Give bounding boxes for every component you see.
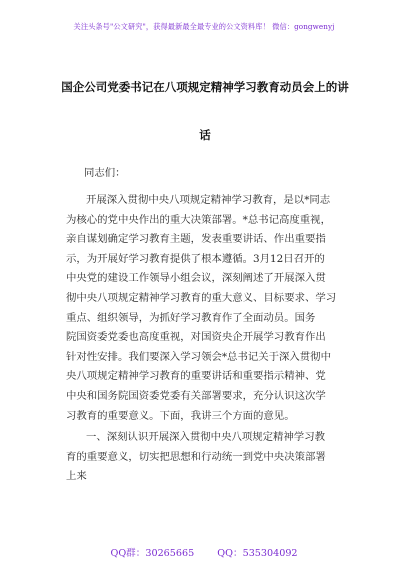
paragraph-line: 开展深入贯彻中央八项规定精神学习教育，是以*同志 <box>86 194 331 206</box>
footer-qq-group: QQ群：30265665 <box>110 548 195 559</box>
body-paragraph-2 <box>66 428 348 487</box>
header-banner: 关注头条号"公文研究"，获得最新最全最专业的公文资料库！ 微信：gongwenyj <box>73 22 335 31</box>
paragraph-line: 示，为开展好学习教育提供了根本遵循。3月12日召开的 <box>66 252 325 265</box>
footer-qq-number: QQ：535304092 <box>217 548 298 559</box>
paragraph-line: 针对性安排。我们要深入学习领会*总书记关于深入贯彻中 <box>66 350 331 363</box>
salutation: 同志们： <box>84 167 126 179</box>
paragraph-line: 习教育的重要意义。下面，我讲三个方面的意见。 <box>66 409 295 422</box>
document-title-line-1: 国企公司党委书记在八项规定精神学习教育动员会上的讲 <box>61 80 349 94</box>
paragraph-line: 上来 <box>66 470 87 483</box>
paragraph-line: 中央党的建设工作领导小组会议，深刻阐述了开展深入贯 <box>66 272 326 285</box>
paragraph-line: 央八项规定精神学习教育的重要讲话和重要指示精神、党 <box>66 370 326 383</box>
paragraph-line: 育的重要意义，切实把思想和行动统一到党中央决策部署 <box>66 450 326 463</box>
footer-contact <box>0 545 408 559</box>
paragraph-line: 中央和国务院国资委党委有关部署要求，充分认识这次学 <box>66 389 326 402</box>
paragraph-line: 院国资委党委也高度重视，对国资央企开展学习教育作出 <box>66 331 326 344</box>
paragraph-line: 一、深刻认识开展深入贯彻中央八项规定精神学习教 <box>86 431 325 443</box>
document-title-line-2: 话 <box>199 128 211 142</box>
paragraph-line: 重点、组织领导，为抓好学习教育作了全面动员。国务 <box>66 311 316 324</box>
paragraph-line: 亲自谋划确定学习教育主题，发表重要讲话、作出重要指 <box>66 233 326 246</box>
paragraph-line: 为核心的党中央作出的重大决策部署。*总书记高度重视， <box>66 213 331 226</box>
body-paragraph-1 <box>66 191 348 426</box>
paragraph-line: 彻中央八项规定精神学习教育的重大意义、目标要求、学习 <box>66 291 337 304</box>
